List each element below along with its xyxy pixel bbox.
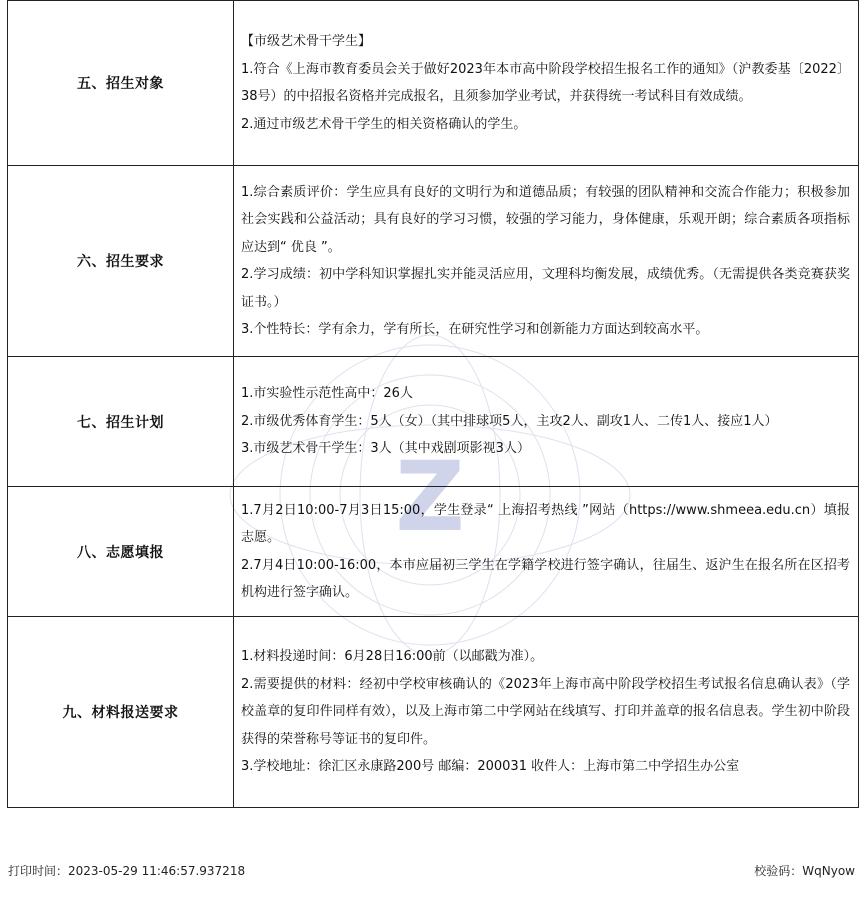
row-content xyxy=(234,487,859,617)
row-label: 七、招生计划 xyxy=(8,357,234,487)
table-row xyxy=(8,617,859,808)
content-line: 3.市级艺术骨干学生：3人（其中戏剧项影视3人） xyxy=(241,441,530,457)
table-row xyxy=(8,1,859,166)
row-label: 六、招生要求 xyxy=(8,166,234,357)
print-time-label: 打印时间： xyxy=(8,864,69,878)
content-line: 1.综合素质评价：学生应具有良好的文明行为和道德品质；有较强的团队精神和交流合作能力；积极参加社会实践和公益活动；具有良好的学习习惯，较强的学习能力，身体健康，乐观开朗；综合素质各项指标应达到“ 优良 ”。 xyxy=(241,184,850,255)
row-content xyxy=(234,166,859,357)
check-code-label: 校验码： xyxy=(754,864,803,878)
content-line: 2.需要提供的材料：经初中学校审核确认的《2023年上海市高中阶段学校招生考试报名信息确认表》（学校盖章的复印件同样有效），以及上海市第二中学网站在线填写、打印并盖章的报名信息表。学生初中阶段获得的荣誉称号等证书的复印件。 xyxy=(241,676,850,747)
print-time-value: 2023-05-29 11:46:57.937218 xyxy=(68,864,246,878)
check-code xyxy=(754,862,855,879)
table-row xyxy=(8,166,859,357)
row-label: 九、材料报送要求 xyxy=(8,617,234,808)
print-time xyxy=(8,862,245,879)
row-content xyxy=(234,617,859,808)
content-line: 2.市级优秀体育学生：5人（女）（其中排球项5人，主攻2人、副攻1人、二传1人、接应1人） xyxy=(241,413,778,429)
content-line: 3.学校地址：徐汇区永康路200号 邮编：200031 收件人：上海市第二中学招生办公室 xyxy=(241,759,740,775)
content-line: 1.符合《上海市教育委员会关于做好2023年本市高中阶段学校招生报名工作的通知》（沪教委基〔2022〕38号）的中招报名资格并完成报名，且须参加学业考试，并获得统一考试科目有效成绩。 xyxy=(241,61,850,104)
row-content xyxy=(234,357,859,487)
row-label: 八、志愿填报 xyxy=(8,487,234,617)
content-line: 3.个性特长：学有余力，学有所长，在研究性学习和创新能力方面达到较高水平。 xyxy=(241,322,709,337)
table-row xyxy=(8,357,859,487)
row-content xyxy=(234,1,859,166)
content-line: 2.学习成绩：初中学科知识掌握扎实并能灵活应用，文理科均衡发展，成绩优秀。（无需提供各类竞赛获奖证书。） xyxy=(241,267,850,310)
content-line: 1.7月2日10:00-7月3日15:00，学生登录“ 上海招考热线 ”网站（https://www.shmeea.edu.cn）填报志愿。 xyxy=(241,502,850,545)
content-line: 1.材料投递时间：6月28日16:00前（以邮戳为准）。 xyxy=(241,649,544,665)
content-line: 2.7月4日10:00-16:00，本市应届初三学生在学籍学校进行签字确认，往届生、返沪生在报名所在区招考机构进行签字确认。 xyxy=(241,557,850,600)
row-label: 五、招生对象 xyxy=(8,1,234,166)
table-row xyxy=(8,487,859,617)
enrollment-info-table xyxy=(7,0,859,808)
content-line: 2.通过市级艺术骨干学生的相关资格确认的学生。 xyxy=(241,116,527,132)
check-code-value: WqNyow xyxy=(802,864,855,878)
content-line: 【市级艺术骨干学生】 xyxy=(241,34,372,49)
content-line: 1.市实验性示范性高中：26人 xyxy=(241,386,413,402)
svg-text:Z: Z xyxy=(395,441,465,553)
